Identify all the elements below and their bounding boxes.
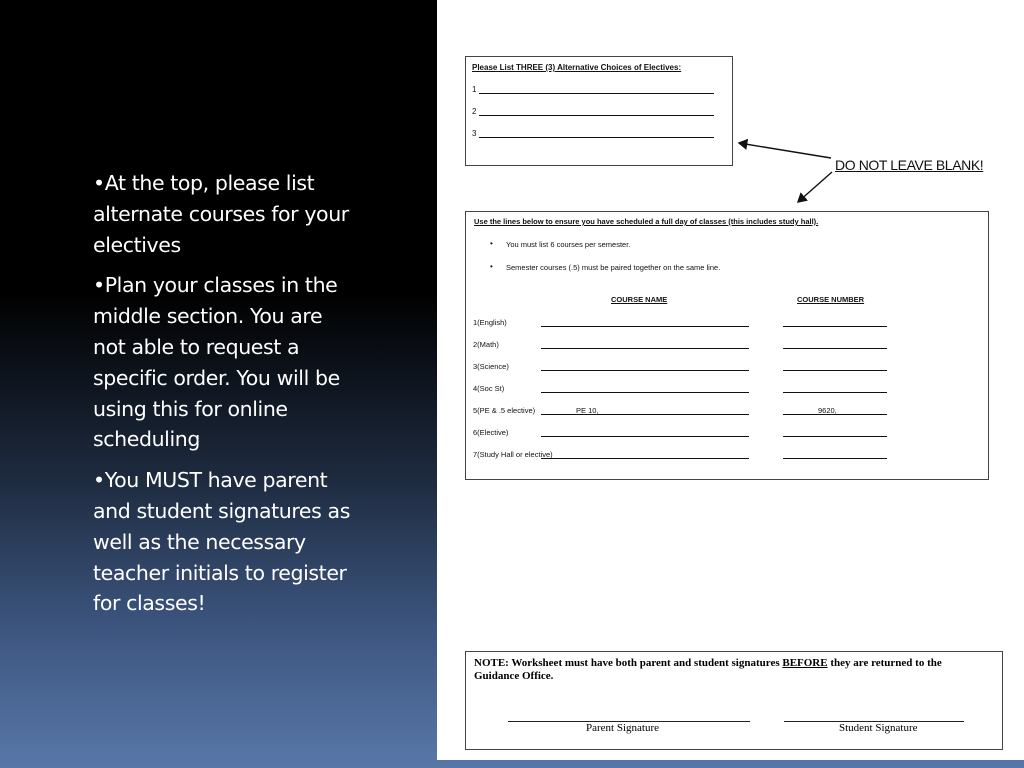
course-row-study-hall bbox=[473, 450, 983, 464]
course-number-field[interactable] bbox=[783, 370, 887, 371]
parent-signature-label: Parent Signature bbox=[586, 722, 660, 734]
schedule-rule-2: • Semester courses (.5) must be paired together on the same line. bbox=[506, 263, 720, 272]
course-row-label: 3(Science) bbox=[473, 362, 509, 371]
bullet-plan-classes: •Plan your classes in the middle section. You are not able to request a specific order. You will be using this for online scheduling bbox=[93, 273, 340, 452]
student-signature-label: Student Signature bbox=[839, 722, 918, 734]
course-row-soc-st bbox=[473, 384, 983, 398]
alternative-line-3[interactable] bbox=[472, 129, 476, 138]
course-number-field[interactable] bbox=[783, 392, 887, 393]
alternative-line-1[interactable] bbox=[472, 85, 476, 94]
course-name-field[interactable] bbox=[541, 436, 749, 437]
course-number-field[interactable] bbox=[783, 436, 887, 437]
course-name-value: PE 10, bbox=[576, 406, 599, 415]
course-name-field[interactable] bbox=[541, 348, 749, 349]
course-row-label: 4(Soc St) bbox=[473, 384, 505, 393]
alternative-number: 3 bbox=[472, 129, 477, 138]
course-row-science bbox=[473, 362, 983, 376]
course-row-label: 5(PE & .5 elective) bbox=[473, 406, 536, 415]
course-row-label: 2(Math) bbox=[473, 340, 499, 349]
course-name-header: COURSE NAME bbox=[611, 295, 668, 304]
course-name-field[interactable] bbox=[541, 414, 749, 415]
signature-box bbox=[465, 651, 1003, 750]
schedule-box bbox=[465, 211, 989, 480]
schedule-header: Use the lines below to ensure you have scheduled a full day of classes (this includes study hall). bbox=[474, 217, 819, 226]
course-number-field[interactable] bbox=[783, 458, 887, 459]
course-name-field[interactable] bbox=[541, 458, 749, 459]
course-row-elective bbox=[473, 428, 983, 442]
bullet-list bbox=[93, 168, 355, 629]
alternative-number: 2 bbox=[472, 107, 477, 116]
do-not-leave-blank-label: DO NOT LEAVE BLANK! bbox=[835, 157, 984, 173]
signature-note: NOTE: Worksheet must have both parent and student signatures BEFORE they are returned to the Guidance Office. bbox=[474, 657, 942, 682]
course-name-field[interactable] bbox=[541, 370, 749, 371]
course-number-value: 9620, bbox=[818, 406, 837, 415]
course-row-pe bbox=[473, 406, 983, 420]
arrow-to-alternatives-icon bbox=[739, 143, 831, 158]
course-row-math bbox=[473, 340, 983, 354]
schedule-rule-1: • You must list 6 courses per semester. bbox=[506, 240, 630, 249]
course-name-field[interactable] bbox=[541, 392, 749, 393]
course-number-header: COURSE NUMBER bbox=[797, 295, 865, 304]
alternatives-box bbox=[465, 56, 733, 166]
bullet-alternates: •At the top, please list alternate courses for your electives bbox=[93, 171, 349, 257]
course-number-field[interactable] bbox=[783, 326, 887, 327]
course-row-label: 6(Elective) bbox=[473, 428, 509, 437]
course-row-english bbox=[473, 318, 983, 332]
course-row-label: 7(Study Hall or elective) bbox=[473, 450, 553, 459]
alternatives-header: Please List THREE (3) Alternative Choices of Electives: bbox=[472, 63, 682, 72]
course-name-field[interactable] bbox=[541, 326, 749, 327]
course-number-field[interactable] bbox=[783, 348, 887, 349]
alternative-number: 1 bbox=[472, 85, 477, 94]
course-row-label: 1(English) bbox=[473, 318, 507, 327]
alternative-line-2[interactable] bbox=[472, 107, 476, 116]
worksheet-panel bbox=[437, 0, 1024, 760]
arrow-to-schedule-icon bbox=[798, 172, 832, 202]
bullet-signatures: •You MUST have parent and student signatures as well as the necessary teacher initials to register for classes! bbox=[93, 468, 350, 616]
